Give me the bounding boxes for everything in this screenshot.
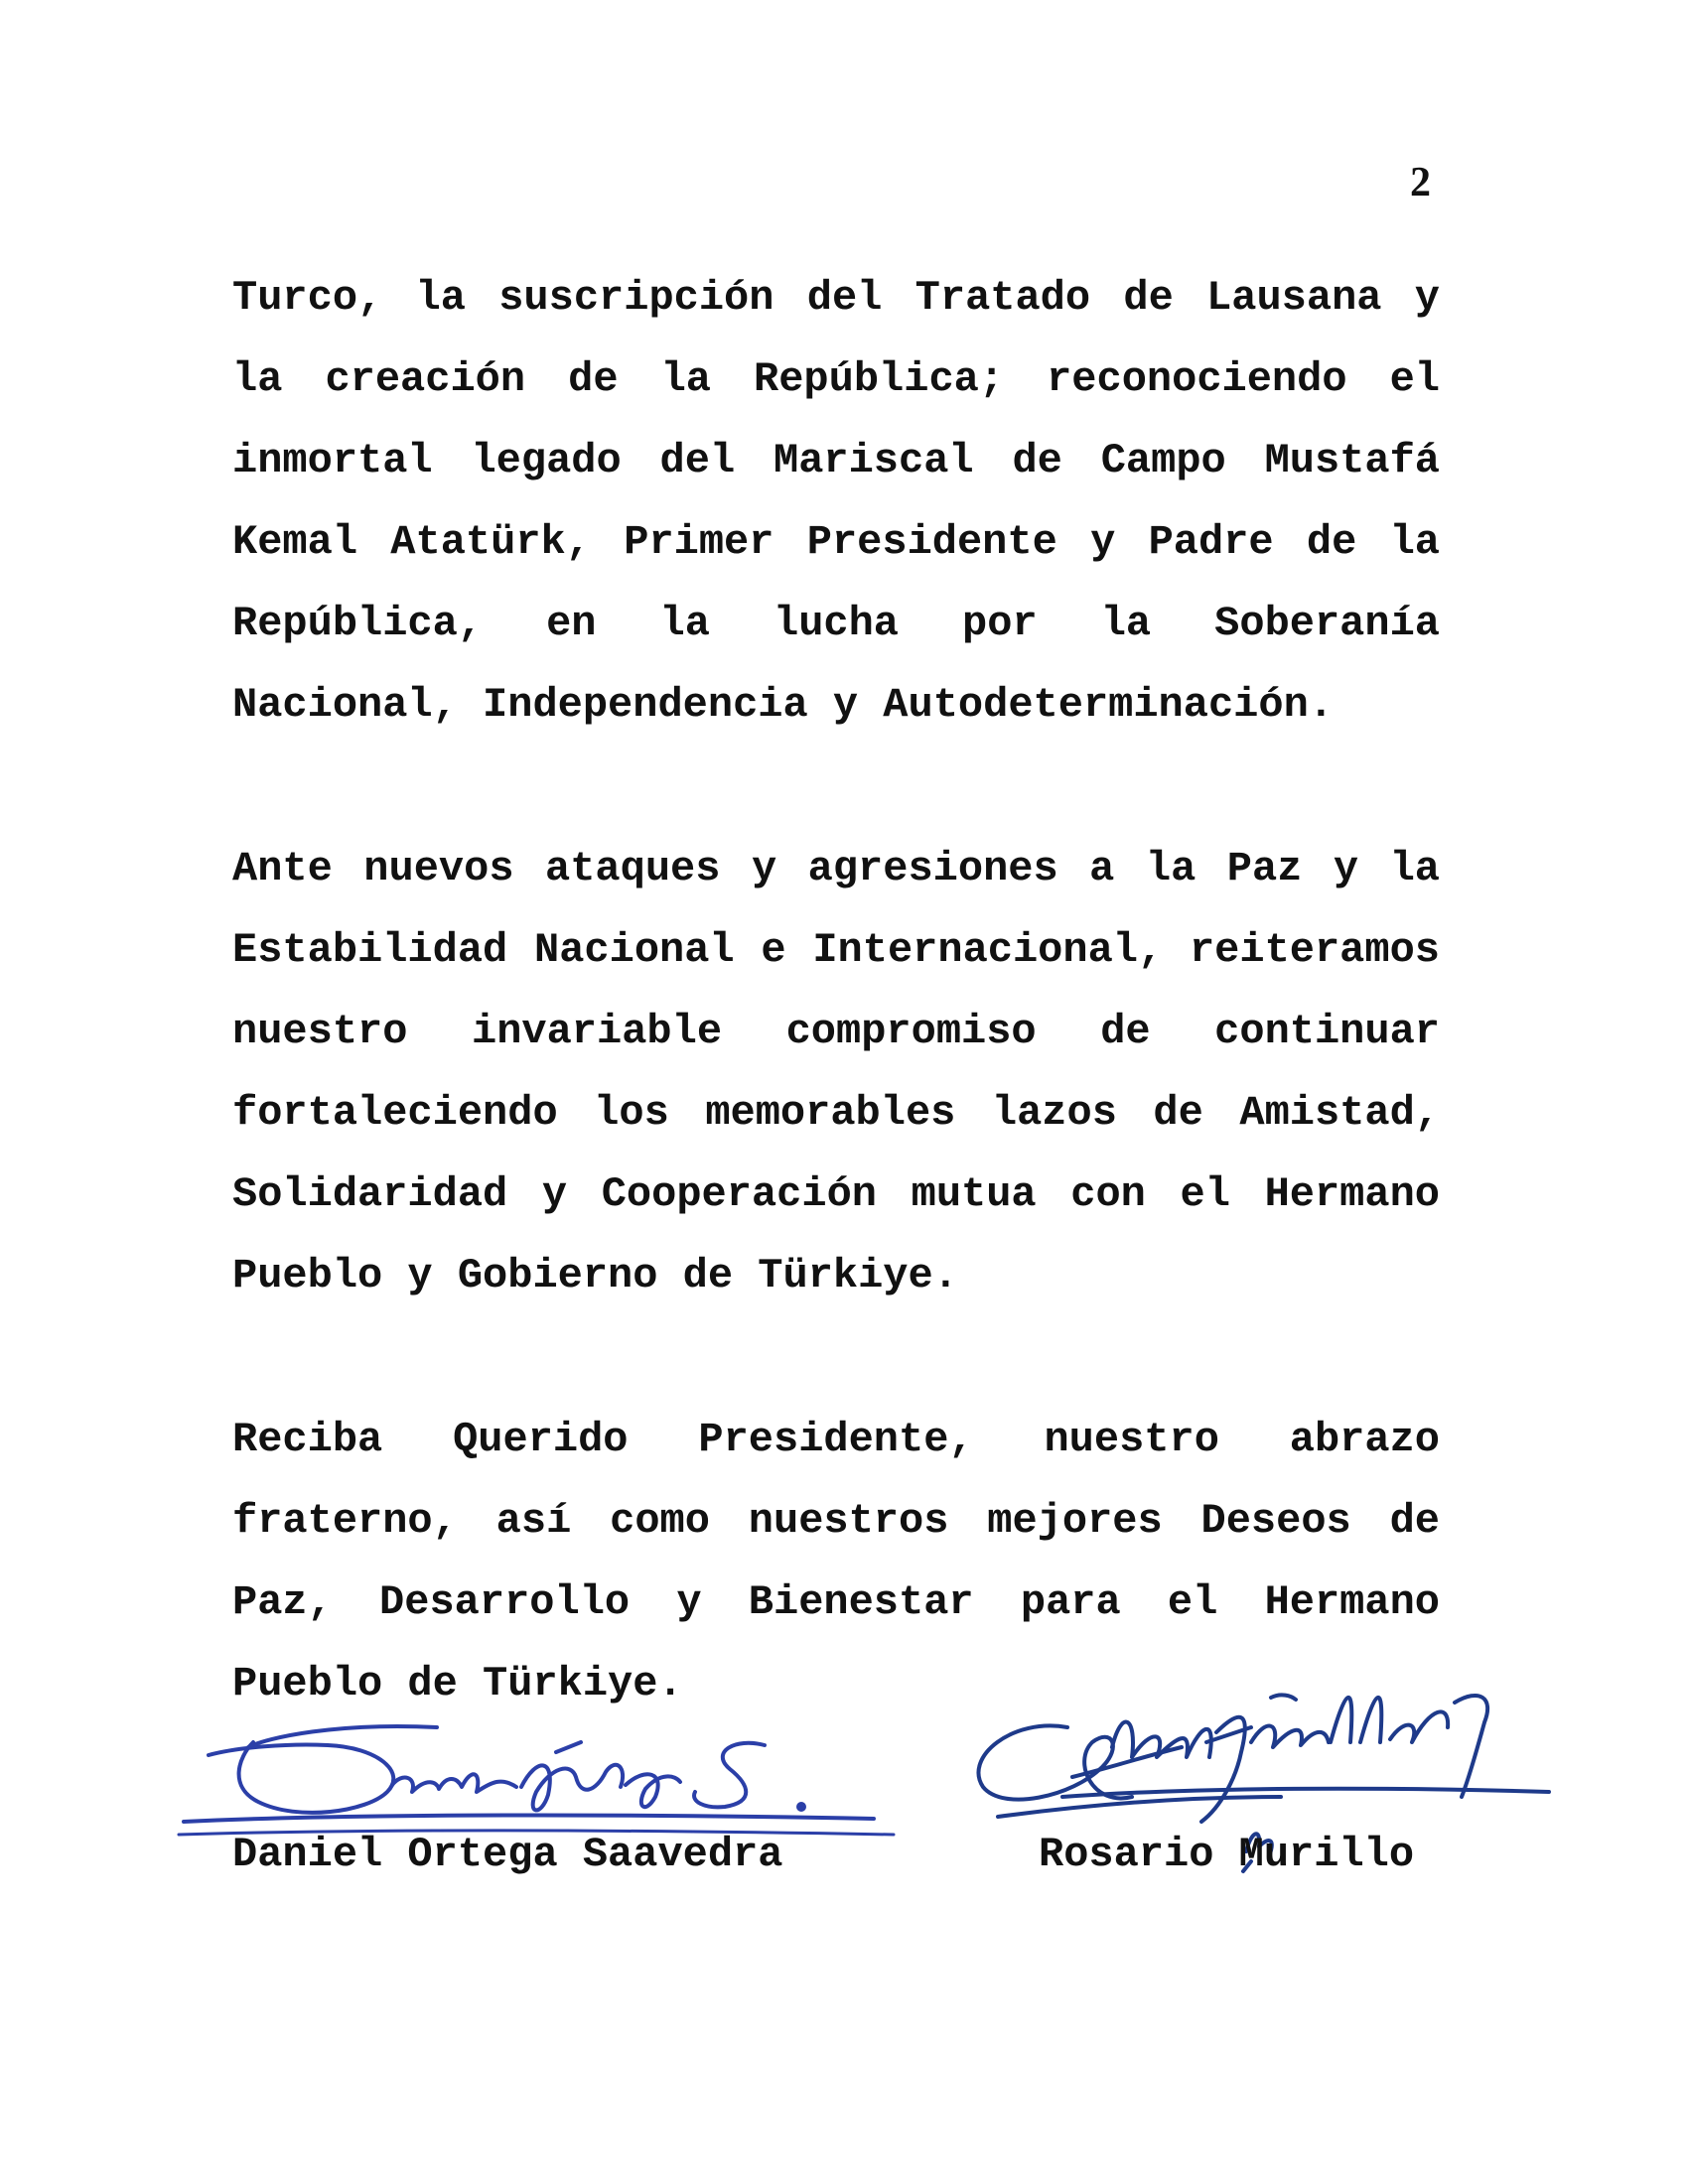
paragraph-3: Reciba Querido Presidente, nuestro abrazo fraterno, así como nuestros mejores Deseos de Paz, Desarrollo y Bienestar para el Hermano Pueblo de Türkiye. [232, 1416, 1440, 1707]
signature-ortega [179, 1698, 894, 1846]
paragraph-2: Ante nuevos ataques y agresiones a la Paz y la Estabilidad Nacional e Internacional, reiteramos nuestro invariable compromiso de continuar fortaleciendo los memorables lazos de Amistad, Solidaridad y Cooperación mutua con el Hermano Pueblo y Gobierno de Türkiye. [232, 845, 1440, 1299]
page-number: 2 [1410, 160, 1431, 205]
signatory-name-ortega: Daniel Ortega Saavedra [232, 1831, 783, 1878]
paragraph-1: Turco, la suscripción del Tratado de Lausana y la creación de la República; reconociendo el inmortal legado del Mariscal de Campo Mustafá Kemal Atatürk, Primer Presidente y Padre de la República, en la lucha por la Soberanía Nacional, Independencia y Autodeterminación. [232, 274, 1440, 729]
signatory-name-murillo: Rosario Murillo [1039, 1831, 1415, 1878]
